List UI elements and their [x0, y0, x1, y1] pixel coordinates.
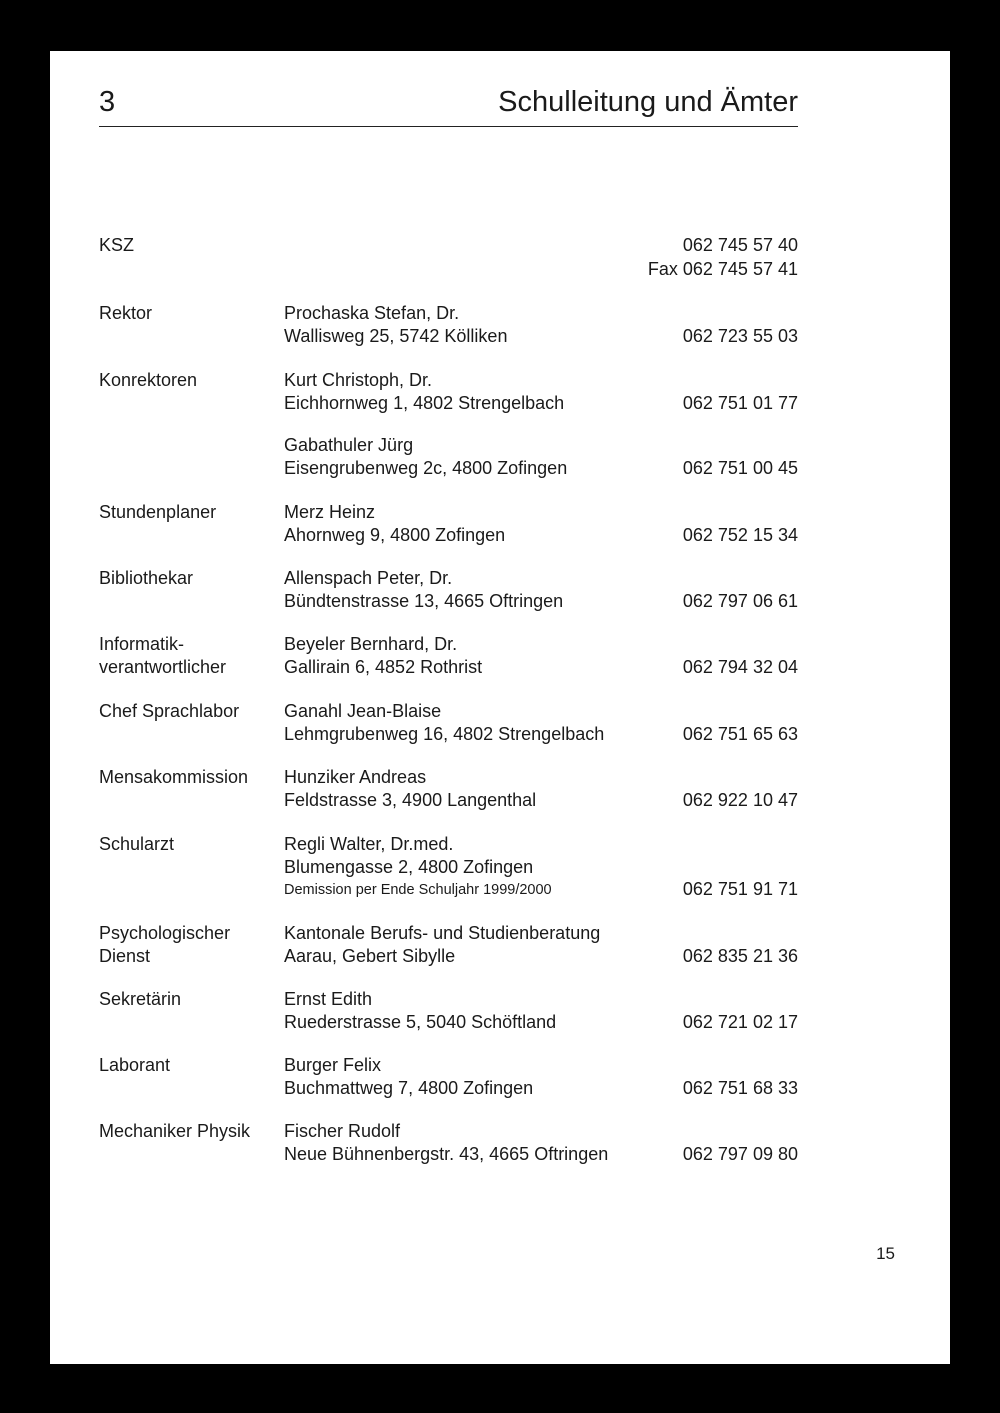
person-name: Regli Walter, Dr.med.: [284, 834, 454, 854]
role-label: Rektor: [99, 303, 153, 323]
person-name: Allenspach Peter, Dr.: [284, 568, 453, 588]
ksz-label: KSZ: [99, 235, 135, 255]
person-address: Eisengrubenweg 2c, 4800 Zofingen: [284, 458, 568, 478]
person-name: Kantonale Berufs- und Studienberatung: [284, 923, 601, 943]
role-label: Konrektoren: [99, 370, 198, 390]
person-address: Gallirain 6, 4852 Rothrist: [284, 657, 483, 677]
phone-number: 062 922 10 47: [682, 790, 798, 810]
phone-number: 062 835 21 36: [682, 946, 798, 966]
ksz-fax: Fax 062 745 57 41: [647, 259, 798, 279]
person-address: Blumengasse 2, 4800 Zofingen: [284, 857, 534, 877]
person-address: Ruederstrasse 5, 5040 Schöftland: [284, 1012, 557, 1032]
person-name: Gabathuler Jürg: [284, 435, 414, 455]
phone-number: 062 797 06 61: [682, 591, 798, 611]
role-label: Psychologischer Dienst: [99, 923, 231, 966]
phone-number: 062 751 91 71: [682, 879, 798, 899]
phone-number: 062 752 15 34: [682, 525, 798, 545]
person-name: Beyeler Bernhard, Dr.: [284, 634, 458, 654]
person-name: Merz Heinz: [284, 502, 376, 522]
person-address: Ahornweg 9, 4800 Zofingen: [284, 525, 506, 545]
ksz-entry: [99, 234, 798, 282]
phone-number: 062 751 68 33: [682, 1078, 798, 1098]
role-label: Laborant: [99, 1055, 171, 1075]
role-label: Mechaniker Physik: [99, 1121, 251, 1141]
person-address: Bündtenstrasse 13, 4665 Oftringen: [284, 591, 564, 611]
person-name: Ganahl Jean-Blaise: [284, 701, 442, 721]
role-label: Bibliothekar: [99, 568, 194, 588]
person-name: Kurt Christoph, Dr.: [284, 370, 433, 390]
person-name: Prochaska Stefan, Dr.: [284, 303, 460, 323]
person-address: Buchmattweg 7, 4800 Zofingen: [284, 1078, 534, 1098]
phone-number: 062 794 32 04: [682, 657, 798, 677]
person-address: Wallisweg 25, 5742 Kölliken: [284, 326, 508, 346]
person-address: Lehmgrubenweg 16, 4802 Strengelbach: [284, 724, 605, 744]
chapter-number: 3: [99, 86, 116, 118]
role-label: Mensakommission: [99, 767, 249, 787]
person-address: Feldstrasse 3, 4900 Langenthal: [284, 790, 537, 810]
phone-number: 062 721 02 17: [682, 1012, 798, 1032]
person-address: Aarau, Gebert Sibylle: [284, 946, 456, 966]
phone-number: 062 751 01 77: [682, 393, 798, 413]
chapter-header: [99, 86, 798, 127]
phone-number: 062 751 00 45: [682, 458, 798, 478]
chapter-title: Schulleitung und Ämter: [498, 86, 798, 118]
person-address: Eichhornweg 1, 4802 Strengelbach: [284, 393, 565, 413]
person-name: Hunziker Andreas: [284, 767, 427, 787]
role-label: Schularzt: [99, 834, 175, 854]
person-name: Burger Felix: [284, 1055, 382, 1075]
role-label: Chef Sprachlabor: [99, 701, 240, 721]
person-name: Ernst Edith: [284, 989, 373, 1009]
role-label: Sekretärin: [99, 989, 182, 1009]
role-label: Informatik- verantwortlicher: [99, 634, 227, 677]
person-note: Demission per Ende Schuljahr 1999/2000: [284, 882, 552, 898]
person-address: Neue Bühnenbergstr. 43, 4665 Oftringen: [284, 1144, 609, 1164]
person-name: Fischer Rudolf: [284, 1121, 401, 1141]
phone-number: 062 751 65 63: [682, 724, 798, 744]
role-label: Stundenplaner: [99, 502, 217, 522]
phone-number: 062 797 09 80: [682, 1144, 798, 1164]
page-number: 15: [876, 1244, 895, 1263]
phone-number: 062 723 55 03: [682, 326, 798, 346]
ksz-phone: 062 745 57 40: [682, 235, 798, 255]
